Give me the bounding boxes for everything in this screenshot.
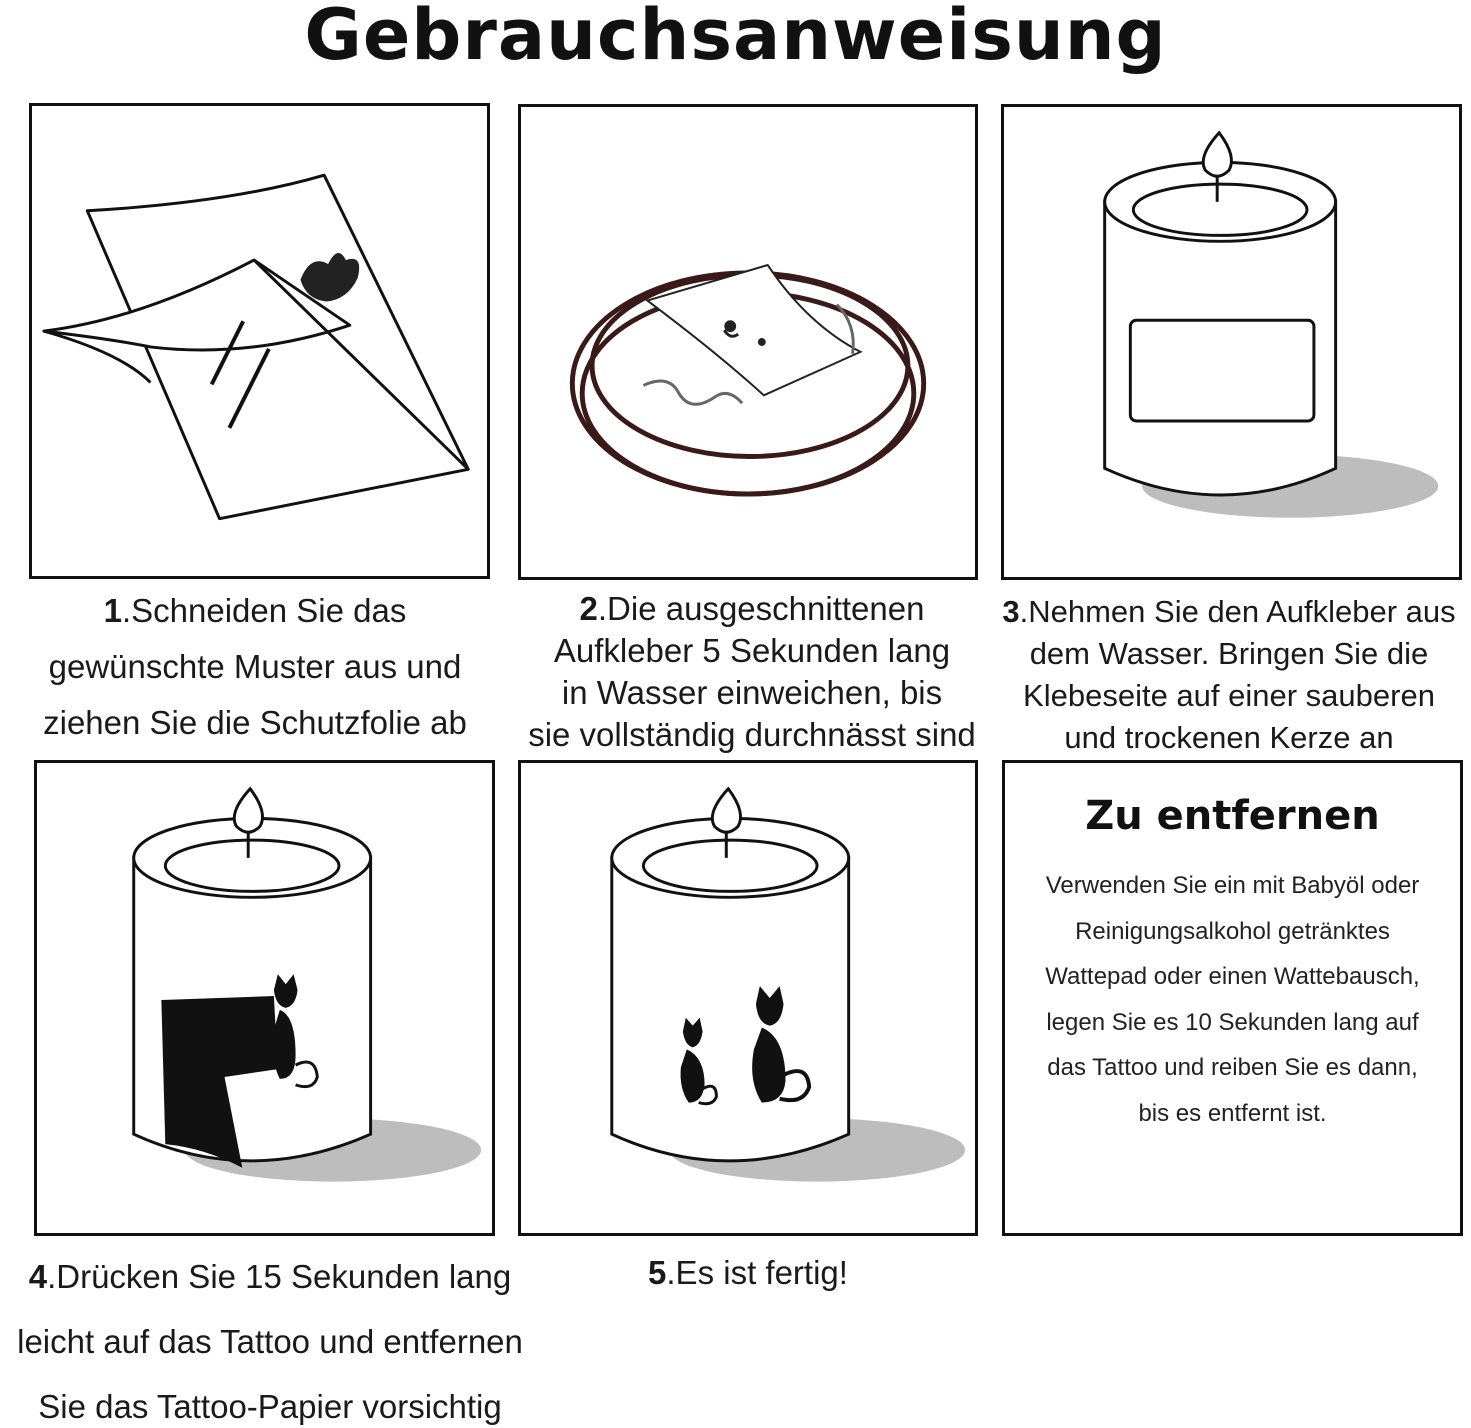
step-3-line-1: .Nehmen Sie den Aufkleber aus bbox=[1019, 594, 1456, 629]
step-4-image bbox=[34, 760, 495, 1236]
candle-peel-icon bbox=[37, 763, 492, 1233]
step-5-image bbox=[518, 760, 978, 1236]
step-2-line-3: in Wasser einweichen, bis bbox=[561, 674, 943, 711]
step-2-caption bbox=[508, 588, 996, 756]
step-4-number: 4 bbox=[28, 1258, 48, 1295]
removal-line-2: Reinigungsalkohol getränktes bbox=[1075, 917, 1390, 945]
removal-title: Zu entfernen bbox=[1085, 793, 1380, 839]
step-5-number: 5 bbox=[648, 1254, 667, 1291]
step-5-line-1: .Es ist fertig! bbox=[666, 1254, 848, 1291]
removal-line-1: Verwenden Sie ein mit Babyöl oder bbox=[1045, 872, 1420, 899]
step-1-line-3: ziehen Sie die Schutzfolie ab bbox=[43, 704, 467, 741]
removal-line-5: das Tattoo und reiben Sie es dann, bbox=[1047, 1054, 1418, 1081]
water-bowl-icon bbox=[521, 107, 975, 577]
step-5-caption bbox=[518, 1252, 978, 1294]
step-3-line-2: dem Wasser. Bringen Sie die bbox=[1029, 636, 1429, 671]
step-2-line-4: sie vollständig durchnässt sind bbox=[528, 716, 976, 753]
step-1-image bbox=[29, 103, 490, 579]
removal-line-4: legen Sie es 10 Sekunden lang auf bbox=[1046, 1008, 1419, 1036]
peeling-film-icon bbox=[32, 106, 487, 576]
step-4-line-2: leicht auf das Tattoo und entfernen bbox=[17, 1323, 523, 1360]
step-3-line-3: Klebeseite auf einer sauberen bbox=[1023, 678, 1435, 713]
page-title: Gebrauchsanweisung bbox=[304, 0, 1167, 76]
step-3-image bbox=[1001, 104, 1462, 580]
step-2-number: 2 bbox=[579, 590, 598, 627]
step-2-line-1: .Die ausgeschnittenen bbox=[597, 590, 925, 627]
step-1-caption bbox=[15, 590, 495, 744]
step-1-line-2: gewünschte Muster aus und bbox=[48, 648, 462, 685]
removal-line-6: bis es entfernt ist. bbox=[1138, 1099, 1327, 1127]
removal-text bbox=[1013, 863, 1452, 1136]
candle-cats-icon bbox=[521, 763, 975, 1233]
step-4-line-3: Sie das Tattoo-Papier vorsichtig bbox=[38, 1388, 502, 1425]
step-1-line-1: .Schneiden Sie das bbox=[121, 592, 407, 629]
step-4-caption bbox=[0, 1256, 540, 1428]
step-3-caption bbox=[987, 591, 1471, 759]
step-2-line-2: Aufkleber 5 Sekunden lang bbox=[553, 632, 951, 669]
removal-line-3: Wattepad oder einen Wattebausch, bbox=[1045, 963, 1420, 990]
step-3-line-4: und trockenen Kerze an bbox=[1064, 720, 1394, 755]
step-3-number: 3 bbox=[1002, 594, 1020, 629]
step-2-image bbox=[518, 104, 978, 580]
candle-label-icon bbox=[1004, 107, 1459, 577]
step-4-line-1: .Drücken Sie 15 Sekunden lang bbox=[47, 1258, 512, 1295]
step-1-number: 1 bbox=[103, 592, 122, 629]
removal-panel bbox=[1002, 760, 1463, 1236]
